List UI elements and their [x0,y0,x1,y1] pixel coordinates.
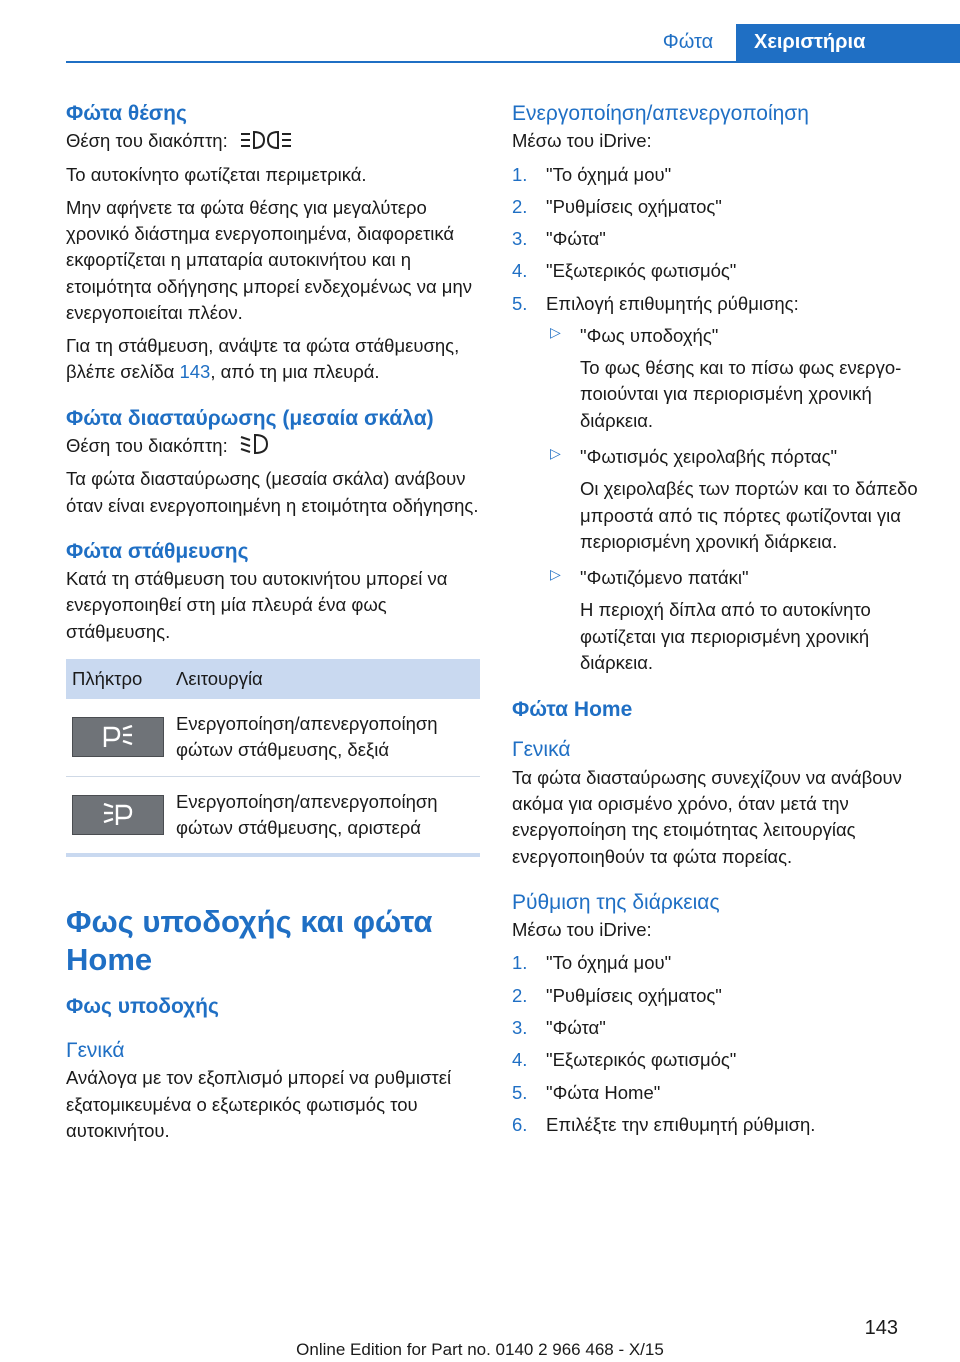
table-header-key: Πλήκτρο [66,659,170,699]
subsection-title-general: Γενικά [512,738,571,762]
paragraph: Μέσω του iDrive: [512,919,652,941]
list-item: 6. Επιλέξτε την επιθυμητή ρύθμιση. [512,1113,816,1135]
left-column [66,100,480,1151]
low-beam-icon [239,433,269,455]
section-title-home-lights: Φώτα Home [512,698,633,722]
paragraph: Μην αφήνετε τα φώτα θέσης για μεγαλύτερο χρονικό διάστημα ενεργοποιημένα, διαφορετικά εκφορτίζεται η μπαταρία αυτοκινήτου και η ετοιμότητα οδήγησης μπορεί ενδεχομένως να μην ενεργοποιείται πλέον. [66,196,472,323]
list-item: 4. "Εξωτερικός φωτισμός" [512,1049,737,1071]
tab-controls[interactable]: Χειριστήρια [736,24,960,61]
paragraph: Το αυτοκίνητο φωτίζεται περιμετρικά. [66,163,367,185]
switch-position-line: Θέση του διακόπτη: [66,433,480,459]
activation-steps [512,162,926,677]
triangle-bullet-icon: ▷ [550,445,561,461]
section-title-duration: Ρύθμιση της διάρκειας [512,890,720,914]
right-column [512,100,926,1144]
paragraph: Για τη στάθμευση, ανάψτε τα φώτα στάθμευσης, βλέπε σελίδα 143, από τη μια πλευρά. [66,335,460,383]
paragraph: Μέσω του iDrive: [512,130,652,152]
side-lights-icon [239,130,293,150]
parking-light-left-button[interactable] [72,795,164,835]
page-number: 143 [864,1317,898,1339]
option-item: ▷ "Φωτιζόμενο πατάκι" Η περιοχή δίπλα από το αυτοκίνητο φωτίζεται για περιορισμένη χρονική διάρκεια. [550,566,871,673]
list-item: 5. Επιλογή επιθυμητής ρύθμισης: ▷ "Φως υποδοχής" Το φως θέσης και το πίσω φως ενεργοποιούνται για περιορισμένη χρονική διάρκεια. ▷ "Φωτισμός χειρολαβής πόρτας" Οι χειρολαβές των πορτών και το δάπεδο μπροστά από τις πόρτες φωτίζονται για περιορισμένη χρονική διάρκεια. ▷ "Φωτιζόμενο πατάκι" Η περιοχή δίπλα από το αυτοκίνητο φωτίζεται για περιορισμένη χρονική διάρκεια. [512,291,926,676]
option-item: ▷ "Φωτισμός χειρολαβής πόρτας" Οι χειρολαβές των πορτών και το δάπεδο μπροστά από τις πόρτες φωτίζονται για περιορισμένη χρονική διάρκεια. [550,445,918,552]
paragraph: Τα φώτα διασταύρωσης (μεσαία σκάλα) ανάβουν όταν είναι ενεργοποιημένη η ετοιμότητα οδήγησης. [66,468,479,516]
table-row [66,776,480,855]
triangle-bullet-icon: ▷ [550,566,561,583]
section-title-parking-position-lights: Φώτα θέσης [66,102,187,125]
list-item: 3. "Φώτα" [512,228,606,250]
list-item: 3. "Φώτα" [512,1017,606,1039]
section-title-activation: Ενεργοποίηση/απενεργοποίηση [512,102,809,125]
table-header-function: Λειτουργία [170,659,480,699]
paragraph: Τα φώτα διασταύρωσης συνεχίζουν να ανάβουν ακόμα για ορισμένο χρόνο, όταν μετά την ενεργοποίηση της ετοιμότητας λειτουργίας ενεργοποιηθούν τα φώτα πορείας. [512,766,902,867]
paragraph: Ανάλογα με τον εξοπλισμό μπορεί να ρυθμιστεί εξατομικευμένα ο εξωτερικός φωτισμός του αυτοκινήτου. [66,1067,452,1141]
list-item: 5. "Φώτα Home" [512,1081,661,1103]
table-cell-function: Ενεργοποίηση/απενεργοποίηση φώτων στάθμευσης, δεξιά [170,699,480,776]
list-item: 2. "Ρυθμίσεις οχήματος" [512,195,722,217]
parking-lights-table [66,659,480,857]
parking-light-right-button[interactable] [72,717,164,757]
parking-light-left-icon [101,803,135,827]
table-row [66,699,480,776]
chapter-title-welcome-home-lights: Φως υποδοχής και φώτα Home [66,904,433,977]
triangle-bullet-icon: ▷ [550,323,561,340]
list-item: 4. "Εξωτερικός φωτισμός" [512,260,737,282]
tab-lights[interactable]: Φώτα [662,31,714,53]
list-item: 1. "Το όχημά μου" [512,952,672,974]
header-rule [66,61,960,63]
parking-light-right-icon [101,725,135,749]
list-item: 2. "Ρυθμίσεις οχήματος" [512,984,722,1006]
section-title-parking-lights: Φώτα στάθμευσης [66,539,249,563]
section-title-welcome-light: Φως υποδοχής [66,994,219,1018]
subsection-title-general: Γενικά [66,1039,125,1063]
switch-position-line: Θέση του διακόπτη: [66,128,480,154]
paragraph: Κατά τη στάθμευση του αυτοκινήτου μπορεί να ενεργοποιηθεί στη μία πλευρά ένα φως στάθμευσης. [66,568,448,642]
edition-footer: Online Edition for Part no. 0140 2 966 468 - X/15 [296,1340,664,1359]
page-link[interactable]: 143 [179,361,211,383]
list-item: 1. "Το όχημά μου" [512,163,672,185]
option-list [546,323,926,676]
section-title-low-beam: Φώτα διασταύρωσης (μεσαία σκάλα) [66,406,434,430]
table-cell-function: Ενεργοποίηση/απενεργοποίηση φώτων στάθμευσης, αριστερά [170,776,480,855]
table-header-row [66,659,480,699]
option-item: ▷ "Φως υποδοχής" Το φως θέσης και το πίσω φως ενεργοποιούνται για περιορισμένη χρονική διάρκεια. [550,323,902,431]
duration-steps [512,950,926,1138]
